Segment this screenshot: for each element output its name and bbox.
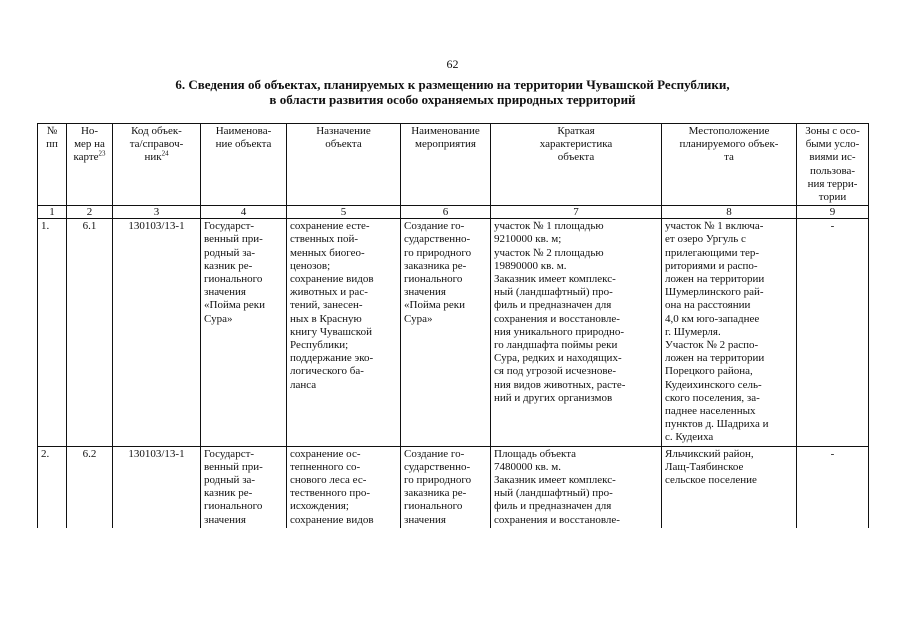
page-number: 62 — [446, 57, 459, 71]
row-number: 1. — [38, 219, 67, 446]
column-number: 5 — [287, 206, 401, 219]
special-zones: - — [797, 446, 869, 528]
map-number: 6.2 — [67, 446, 113, 528]
map-number: 6.1 — [67, 219, 113, 446]
header-num: № пп — [38, 124, 67, 206]
header-location: Местоположение планируемого объек- та — [662, 124, 797, 206]
row-number: 2. — [38, 446, 67, 528]
header-object-name: Наименова- ние объекта — [201, 124, 287, 206]
object-purpose: сохранение есте- ственных пой- менных биогео- ценозов; сохранение видов животных и рас- тений, занесен- ных в Красную книгу Чувашской Республики; поддержание эко- логического ба- ланса — [287, 219, 401, 446]
measure-name: Создание го- сударственно- го природного заказника ре- гионального значения — [401, 446, 491, 528]
document-title — [0, 77, 905, 107]
column-number: 7 — [491, 206, 662, 219]
object-location: Яльчикский район, Лащ-Таябинское сельское поселение — [662, 446, 797, 528]
header-object-code: Код объек- та/справоч- ник$^{24}$ — [113, 124, 201, 206]
object-purpose: сохранение ос- тепненного со- снового леса ес- тественного про- исхождения; сохранение видов — [287, 446, 401, 528]
column-number: 6 — [401, 206, 491, 219]
column-number: 2 — [67, 206, 113, 219]
column-number: 9 — [797, 206, 869, 219]
header-special-zones: Зоны с осо- быми усло- виями ис- пользова- ния терри- тории — [797, 124, 869, 206]
title-line-1: 6. Сведения об объектах, планируемых к размещению на территории Чувашской Республики, — [175, 77, 730, 92]
object-code: 130103/13-1 — [113, 219, 201, 446]
object-name: Государст- венный при- родный за- казник ре- гионального значения «Пойма реки Сура» — [201, 219, 287, 446]
object-characteristic: Площадь объекта 7480000 кв. м. Заказник имеет комплекс- ный (ландшафтный) про- филь и предназначен для сохранения и восстановле- — [491, 446, 662, 528]
title-line-2: в области развития особо охраняемых природных территорий — [269, 92, 636, 107]
object-location: участок № 1 включа- ет озеро Ургуль с прилегающими тер- риториями и распо- ложен на территории Шумерлинского рай- она на расстоянии 4,0 км юго-западнее г. Шумерля. Участок № 2 распо- ложен на территории Порецкого района, Кудеихинского сель- ского поселения, за- паднее населенных пунктов д. Шадриха и с. Кудеиха — [662, 219, 797, 446]
object-code: 130103/13-1 — [113, 446, 201, 528]
objects-table — [37, 123, 869, 528]
column-number: 3 — [113, 206, 201, 219]
table-row — [38, 446, 869, 528]
table-row — [38, 219, 869, 446]
column-number: 4 — [201, 206, 287, 219]
column-number: 1 — [38, 206, 67, 219]
header-object-purpose: Назначение объекта — [287, 124, 401, 206]
measure-name: Создание го- сударственно- го природного заказника ре- гионального значения «Пойма реки Сура» — [401, 219, 491, 446]
object-characteristic: участок № 1 площадью 9210000 кв. м; участок № 2 площадью 19890000 кв. м. Заказник имеет комплекс- ный (ландшафтный) про- филь и предназначен для сохранения и восстановле- ния уникального природно- го ландшафта поймы реки Сура, редких и находящих- ся под угрозой исчезнове- ния видов животных, расте- ний и других организмов — [491, 219, 662, 446]
header-map-number: Но- мер на карте$^{23}$ — [67, 124, 113, 206]
column-number-row — [38, 206, 869, 219]
special-zones: - — [797, 219, 869, 446]
header-measure-name: Наименование мероприятия — [401, 124, 491, 206]
header-row — [38, 124, 869, 206]
header-characteristic: Краткая характеристика объекта — [491, 124, 662, 206]
object-name: Государст- венный при- родный за- казник ре- гионального значения — [201, 446, 287, 528]
column-number: 8 — [662, 206, 797, 219]
